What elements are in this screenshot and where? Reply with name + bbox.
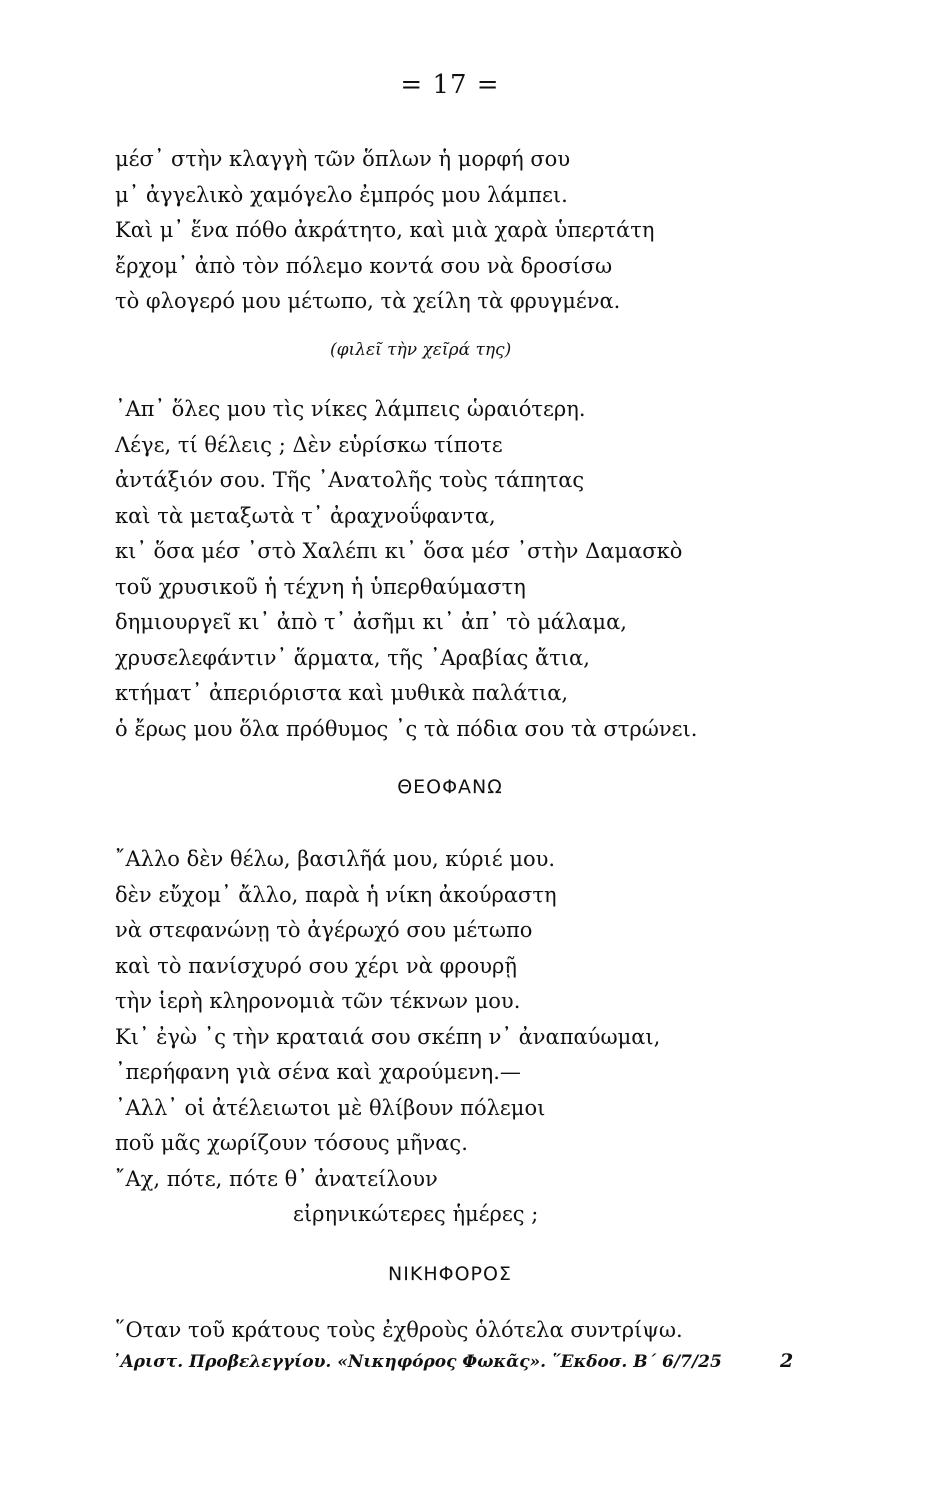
verse-line: τὴν ἱερὴ κληρονομιὰ τῶν τέκνων μου.: [115, 989, 521, 1013]
verse-block-1: [115, 142, 805, 320]
verse-line: δὲν εὔχομ᾿ ἄλλο, παρὰ ἡ νίκη ἀκούραστη: [115, 882, 557, 907]
verse-block-2: [115, 392, 805, 747]
verse-line: μέσ᾿ στὴν κλαγγὴ τῶν ὅπλων ἡ μορφή σου: [115, 147, 571, 171]
verse-line: κι᾿ ὅσα μέσ ᾿στὸ Χαλέπι κι᾿ ὅσα μέσ ᾿στὴν Δαμασκὸ: [115, 539, 683, 563]
verse-line: χρυσελεφάντιν᾿ ἅρματα, τῆς ᾿Αραβίας ἄτια,: [115, 645, 590, 670]
verse-line: ῎Αχ, πότε, πότε θ᾿ ἀνατείλουν: [115, 1166, 438, 1191]
page-number: = 17 =: [400, 70, 500, 100]
verse-line: Λέγε, τί θέλεις ; Δὲν εὑρίσκω τίποτε: [115, 432, 503, 457]
verse-line: νὰ στεφανώνῃ τὸ ἀγέρωχό σου μέτωπο: [115, 918, 533, 942]
verse-line: ποῦ μᾶς χωρίζουν τόσους μῆνας.: [115, 1131, 468, 1155]
verse-line: ᾿Απ᾿ ὅλες μου τὶς νίκες λάμπεις ὡραιότερη.: [115, 397, 586, 421]
verse-block-3: [115, 842, 805, 1233]
citation-text: ᾿Αριστ. Προβελεγγίου. «Νικηφόρος Φωκᾶς». ῞Εκδοσ. Β΄ 6/7/25: [112, 1352, 722, 1372]
speaker-nikephoros: ΝΙΚΗΦΟΡΟΣ: [388, 1263, 512, 1285]
verse-line: καὶ τὸ πανίσχυρό σου χέρι νὰ φρουρῇ: [115, 953, 517, 978]
verse-line: ὁ ἔρως μου ὅλα πρόθυμος ᾿ς τὰ πόδια σου τὰ στρώνει.: [115, 716, 698, 741]
verse-line: μ᾿ ἀγγελικὸ χαμόγελο ἐμπρός μου λάμπει.: [115, 182, 568, 207]
verse-line: ἔρχομ᾿ ἀπὸ τὸν πόλεμο κοντά σου νὰ δροσίσω: [115, 253, 613, 278]
verse-line: ῎Αλλο δὲν θέλω, βασιλῆά μου, κύριέ μου.: [115, 847, 556, 871]
verse-line: καὶ τὰ μεταξωτὰ τ᾿ ἀραχνοΰφαντα,: [115, 503, 496, 528]
speaker-theophano: ΘΕΟΦΑΝΩ: [397, 776, 503, 798]
footer-citation: [112, 1352, 812, 1372]
verse-line: ἀντάξιόν σου. Τῆς ᾿Ανατολῆς τοὺς τάπητας: [115, 468, 585, 492]
verse-line: τὸ φλογερό μου μέτωπο, τὰ χείλη τὰ φρυγμένα.: [115, 289, 621, 313]
verse-line: εἰρηνικώτερες ἡμέρες ;: [293, 1202, 539, 1226]
verse-line: ᾿Αλλ᾿ οἱ ἀτέλειωτοι μὲ θλίβουν πόλεμοι: [115, 1095, 546, 1120]
verse-line: ῞Οταν τοῦ κράτους τοὺς ἐχθροὺς ὁλότελα συντρίψω.: [115, 1318, 683, 1342]
verse-line: τοῦ χρυσικοῦ ἡ τέχνη ἡ ὑπερθαύμαστη: [115, 574, 526, 599]
stage-direction: (φιλεῖ τὴν χεῖρά της): [330, 340, 512, 360]
verse-line: Καὶ μ᾿ ἕνα πόθο ἀκράτητο, καὶ μιὰ χαρὰ ὑπερτάτη: [115, 218, 655, 242]
signature-mark: 2: [780, 1350, 794, 1372]
verse-block-4: [115, 1313, 805, 1349]
verse-line: κτήματ᾿ ἀπεριόριστα καὶ μυθικὰ παλάτια,: [115, 681, 569, 705]
verse-line: Κι᾿ ἐγὼ ᾿ς τὴν κραταιά σου σκέπη ν᾿ ἀναπαύωμαι,: [115, 1024, 661, 1049]
verse-line: δημιουργεῖ κι᾿ ἀπὸ τ᾿ ἀσῆμι κι᾿ ἀπ᾿ τὸ μάλαμα,: [115, 610, 627, 634]
verse-line: ᾿περήφανη γιὰ σένα καὶ χαρούμενη.—: [115, 1060, 521, 1084]
